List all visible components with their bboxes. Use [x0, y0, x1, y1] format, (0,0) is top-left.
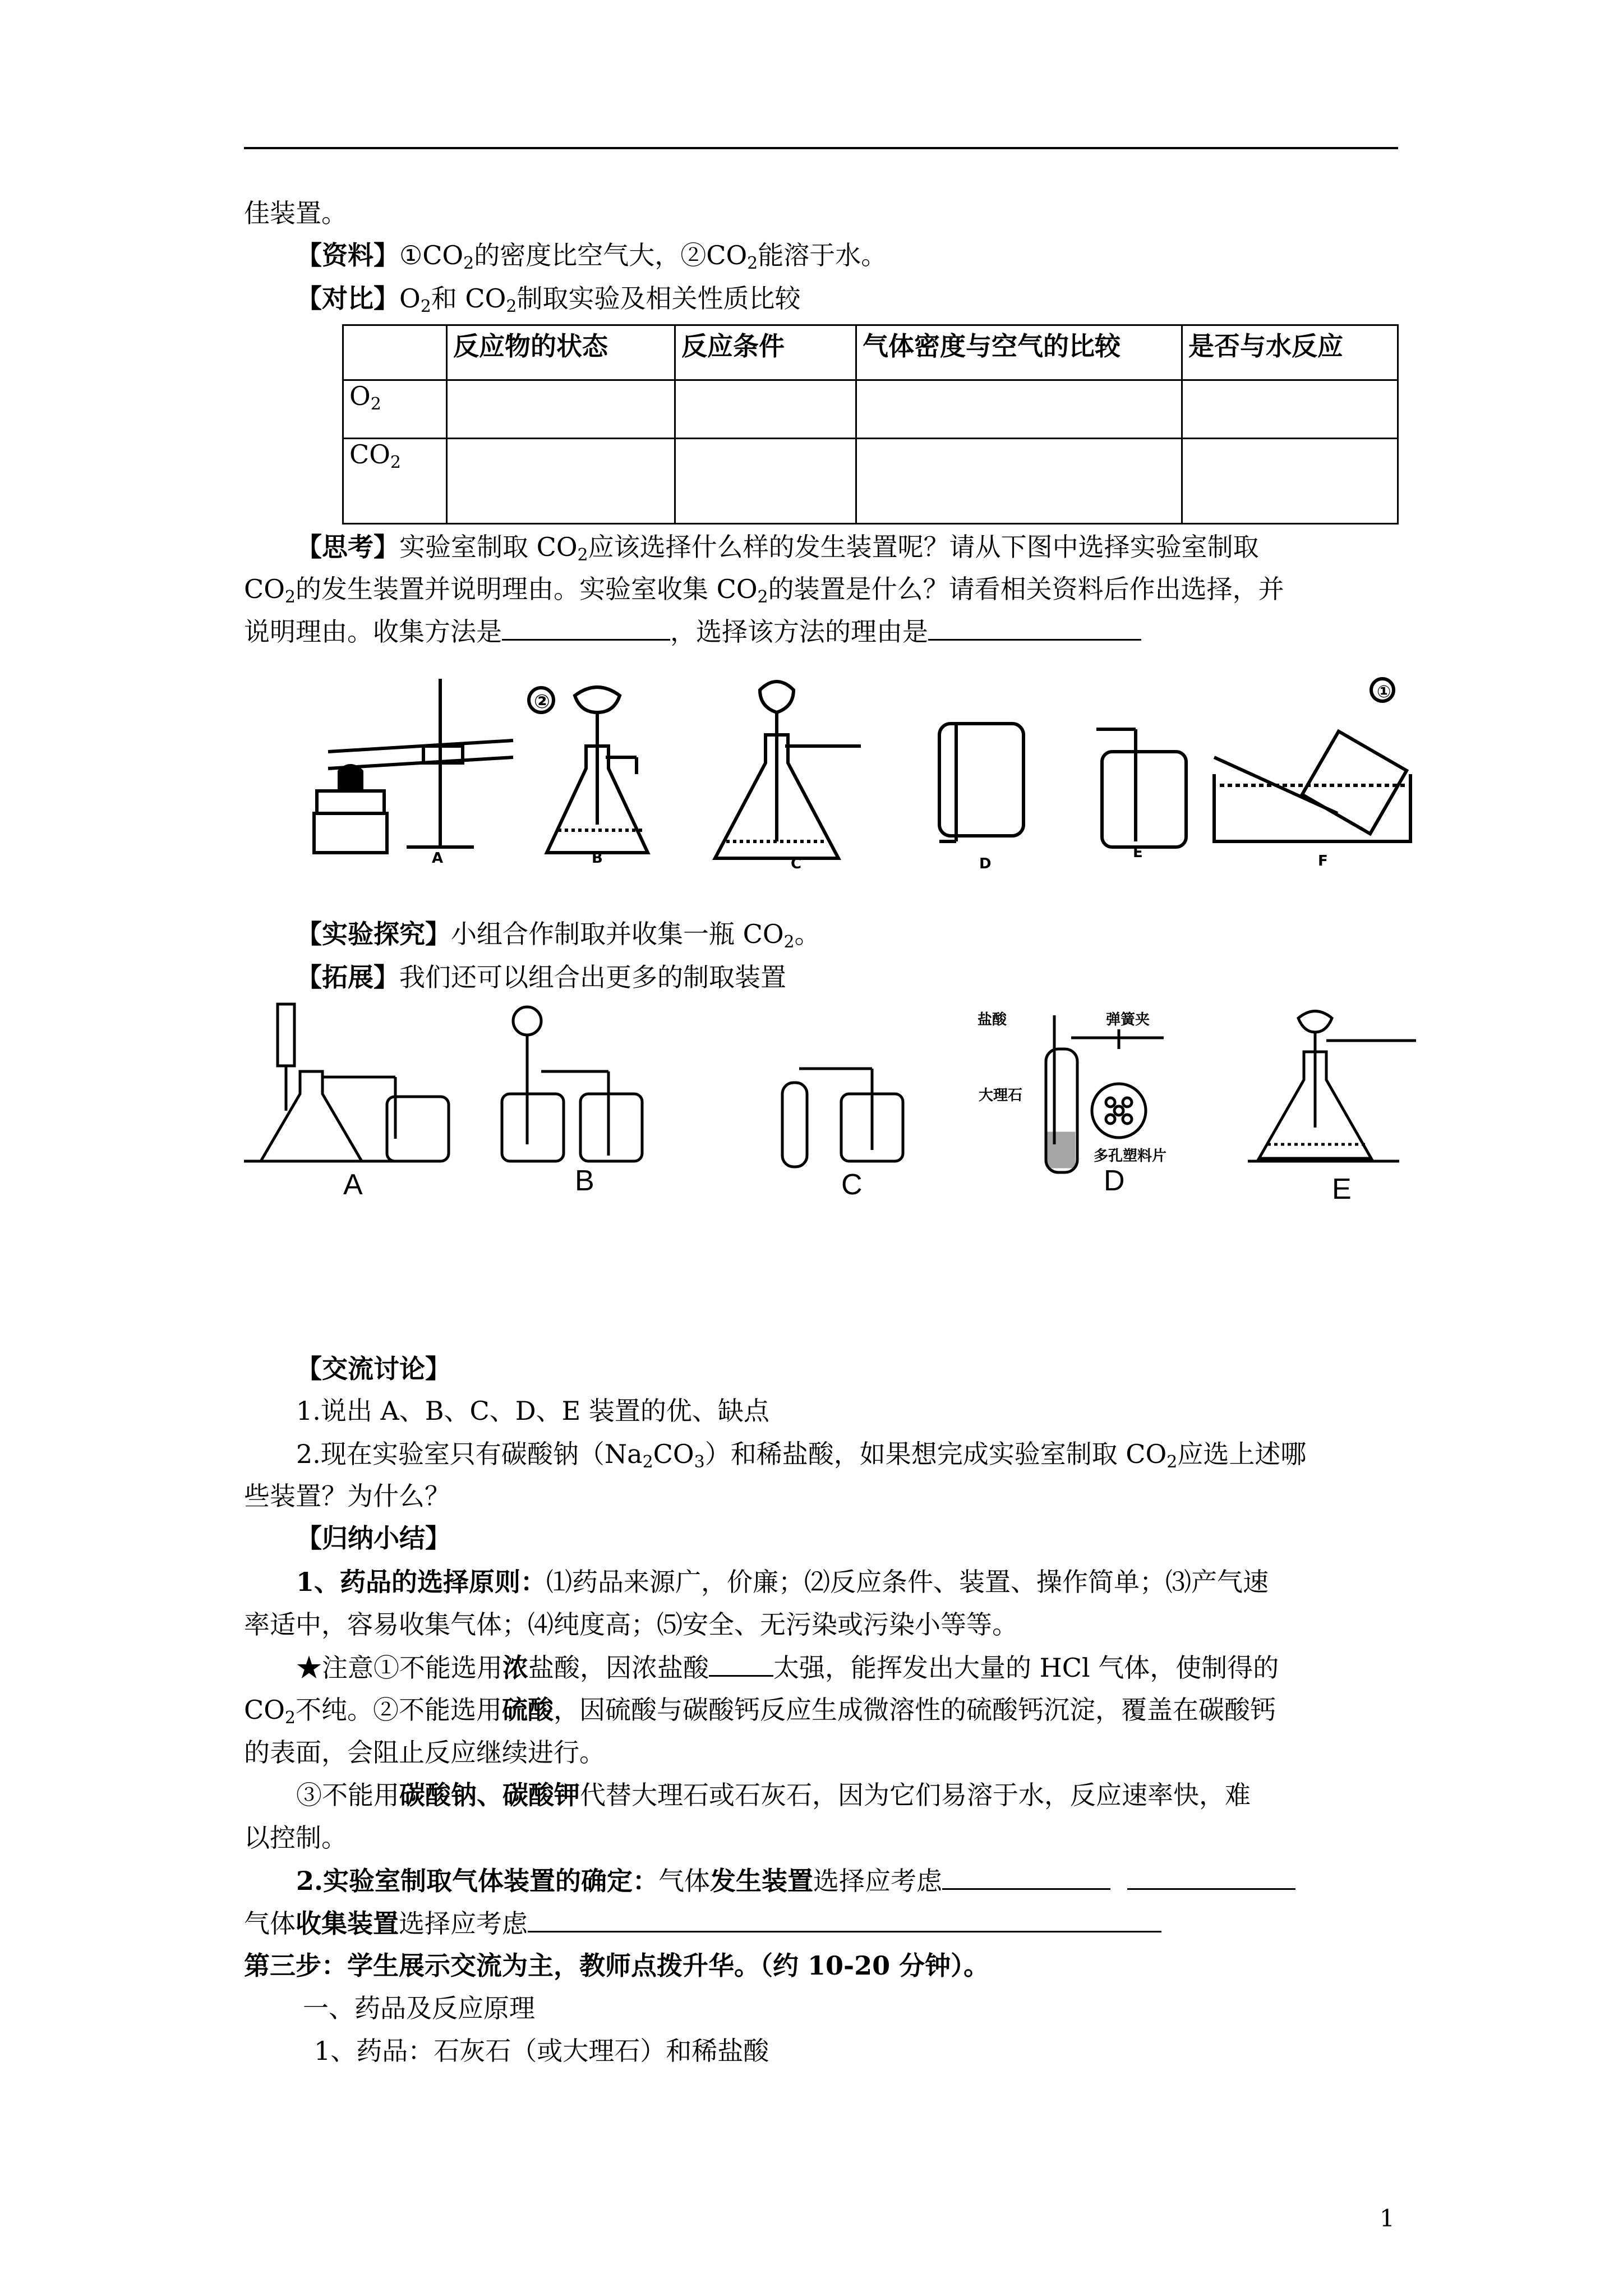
fig1-label-f: F: [1318, 853, 1328, 869]
sikao-line-1: 【思考】实验室制取 $CO_2$应该选择什么样的发生装置呢？请从下图中选择实验室制取: [296, 532, 1259, 565]
guina-r1: 1、药品的选择原则：⑴药品来源广，价廉；⑵反应条件、装置、操作简单；⑶产气速: [296, 1567, 1269, 1597]
sikao-line-2: $CO_2$的发生装置并说明理由。实验室收集 $CO_2$的装置是什么？请看相关资料后作出选择，并: [244, 574, 1284, 607]
apparatus-figure-1: [306, 673, 1416, 875]
fig1-label-e: E: [1133, 844, 1143, 861]
fig1-label-a: A: [432, 850, 444, 867]
jiaoliu-heading: 【交流讨论】: [296, 1354, 451, 1384]
col-header: 反应条件: [675, 325, 856, 380]
fig2-label-e: E: [1332, 1173, 1352, 1205]
duibi-line: 【对比】$O_2$和 $CO_2$制取实验及相关性质比较: [296, 283, 801, 316]
answer-blank[interactable]: [942, 1864, 1110, 1890]
comparison-table: [342, 324, 1399, 524]
row-label-co2: $CO_2$: [343, 439, 447, 524]
answer-blank[interactable]: [928, 614, 1141, 641]
section-1-item: 1、药品：石灰石（或大理石）和稀盐酸: [314, 2036, 769, 2066]
tanjiu-line: 【实验探究】小组合作制取并收集一瓶 $CO_2$。: [296, 919, 820, 952]
page-number: 1: [1380, 2205, 1395, 2232]
apparatus-figure-2: [244, 999, 1422, 1184]
fig1-label-b: B: [592, 850, 603, 867]
mark-circle-2: ②: [534, 691, 550, 713]
col-header: 反应物的状态: [447, 325, 675, 380]
text-line: 佳装置。: [244, 198, 347, 228]
jiaoliu-q1: 1.说出 A、B、C、D、E 装置的优、缺点: [296, 1396, 769, 1426]
guina-r3: 气体收集装置选择应考虑: [244, 1906, 1161, 1940]
label-dalishi: 大理石: [979, 1087, 1023, 1104]
answer-blank[interactable]: [709, 1650, 773, 1677]
label-tanhuangjia: 弹簧夹: [1106, 1011, 1150, 1028]
answer-blank[interactable]: [502, 614, 670, 641]
jiaoliu-q2-cont: 些装置？为什么？: [244, 1481, 450, 1511]
sikao-line-3: 说明理由。收集方法是 ，选择该方法的理由是: [244, 614, 1141, 648]
fig2-label-b: B: [575, 1165, 594, 1197]
note-3-cont: 以控制。: [244, 1823, 347, 1853]
row-label-o2: $O_2$: [343, 380, 447, 439]
header-rule: [244, 147, 1398, 149]
note-1: ★注意①不能选用浓盐酸，因浓盐酸 太强，能挥发出大量的 HCl 气体，使制得的: [296, 1650, 1279, 1685]
jiaoliu-q2: 2.现在实验室只有碳酸钠$(Na_2CO_3)$和稀盐酸，如果想完成实验室制取 $CO_2$应选上述哪: [296, 1439, 1307, 1472]
section-1-heading: 一、药品及反应原理: [303, 1993, 535, 2023]
step3-heading: 第三步：学生展示交流为主，教师点拨升华。（约 10-20 分钟）。: [244, 1950, 990, 1981]
note-2: $CO_2$不纯。②不能选用硫酸，因硫酸与碳酸钙反应生成微溶性的硫酸钙沉淀，覆盖在碳酸钙: [244, 1695, 1276, 1728]
answer-blank[interactable]: [528, 1906, 1161, 1932]
col-header: 气体密度与空气的比较: [856, 325, 1182, 380]
tuozhan-line: 【拓展】我们还可以组合出更多的制取装置: [296, 962, 786, 992]
answer-blank[interactable]: [1127, 1864, 1295, 1890]
fig1-label-d: D: [979, 855, 992, 872]
ziliao-line: 【资料】$①CO_2$的密度比空气大，$②CO_2$能溶于水。: [296, 240, 887, 273]
note-2-cont: 的表面，会阻止反应继续进行。: [244, 1737, 605, 1768]
mark-circle-1: ①: [1377, 682, 1391, 702]
guina-r2: 2.实验室制取气体装置的确定：气体发生装置选择应考虑: [296, 1864, 1295, 1898]
guina-r1-cont: 率适中，容易收集气体；⑷纯度高；⑸安全、无污染或污染小等等。: [244, 1609, 1018, 1640]
fig1-label-c: C: [791, 855, 802, 872]
guina-heading: 【归纳小结】: [296, 1523, 451, 1553]
label-suliaopian: 多孔塑料片: [1094, 1148, 1167, 1165]
fig2-label-a: A: [343, 1168, 363, 1201]
col-header: 是否与水反应: [1182, 325, 1398, 380]
label-yansuan: 盐酸: [978, 1011, 1007, 1028]
fig2-label-c: C: [841, 1168, 863, 1201]
fig2-label-d: D: [1104, 1165, 1125, 1197]
note-3: ③不能用碳酸钠、碳酸钾代替大理石或石灰石，因为它们易溶于水，反应速率快，难: [296, 1780, 1251, 1810]
